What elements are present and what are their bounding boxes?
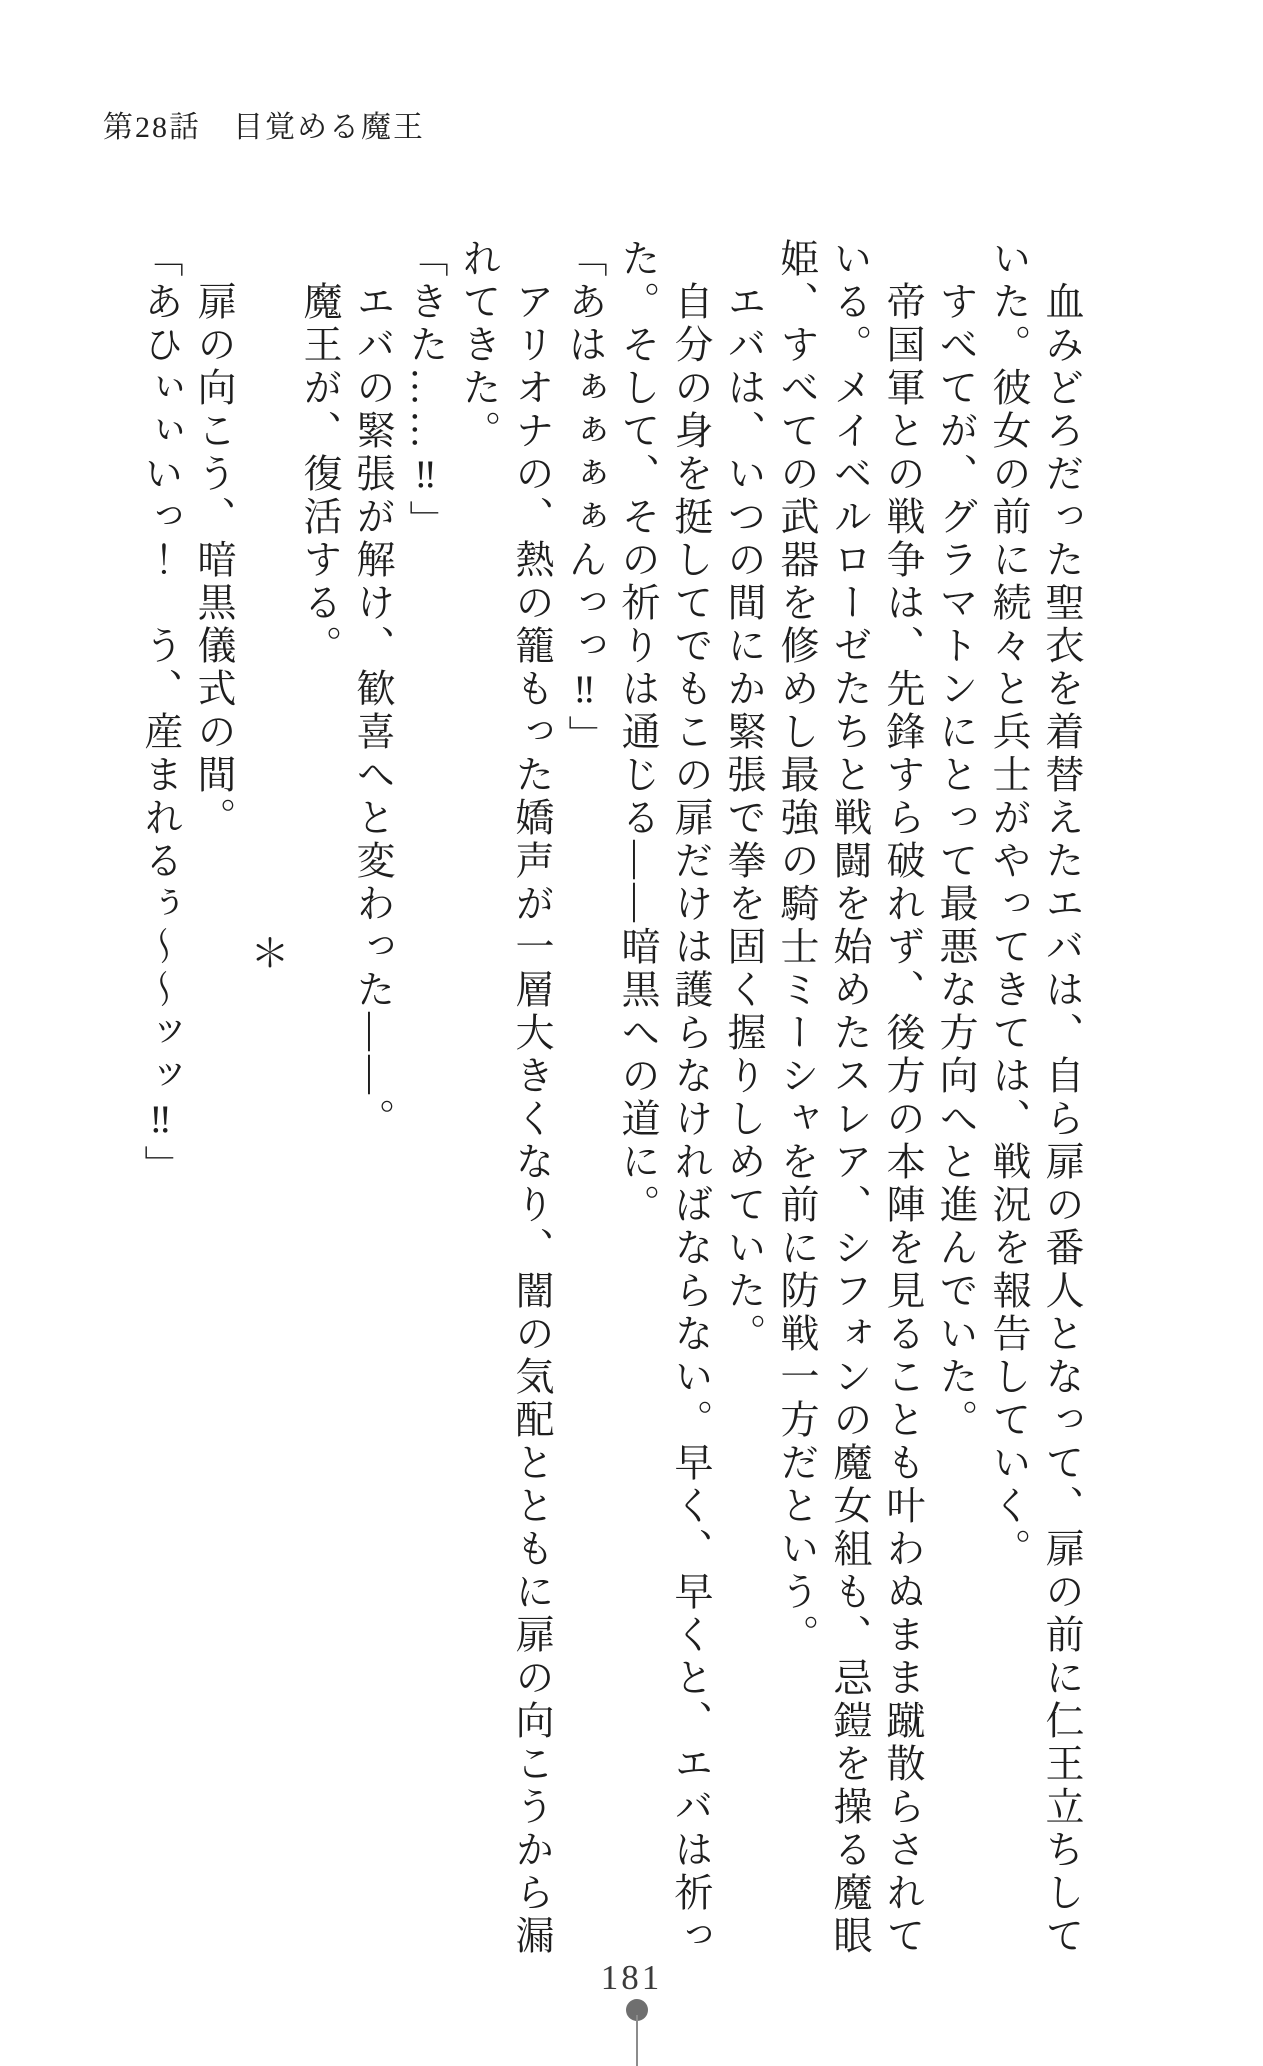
text-line: 扉の向こう、暗黒儀式の間。 [192, 281, 235, 840]
text-line: いた。彼女の前に続々と兵士がやってきては、戦況を報告していく。 [987, 238, 1030, 1571]
page-number: 181 [600, 1958, 663, 1997]
text-line: 帝国軍との戦争は、先鋒すら破れず、後方の本陣を見ることも叶わぬまま蹴散らされて [881, 281, 924, 1958]
text-line: エバは、いつの間にか緊張で拳を固く握りしめていた。 [722, 281, 765, 1356]
text-line: エバの緊張が解け、歓喜へと変わった――。 [351, 281, 394, 1141]
footer-line-ornament [636, 2015, 638, 2066]
text-line: 血みどろだった聖衣を着替えたエバは、自ら扉の番人となって、扉の前に仁王立ちして [1040, 281, 1083, 1958]
text-line: 「あひぃぃいっ！ う、産まれるぅ〜〜ッッ‼」 [139, 238, 182, 1188]
text-line: 自分の身を挺してでもこの扉だけは護らなければならない。早く、早くと、エバは祈っ [669, 281, 712, 1958]
text-line: 「きた……‼」 [404, 238, 447, 543]
text-line: れてきた。 [457, 238, 500, 453]
text-line: すべてが、グラマトンにとって最悪な方向へと進んでいた。 [934, 281, 977, 1442]
text-line: アリオナの、熱の籠もった嬌声が一層大きくなり、闇の気配とともに扉の向こうから漏 [510, 281, 553, 1958]
text-line: いる。メイベルローゼたちと戦闘を始めたスレア、シフォンの魔女組も、忌鎧を操る魔眼 [828, 238, 871, 1958]
separator-asterisk: ＊ [245, 933, 288, 976]
text-line: 姫、すべての武器を修めし最強の騎士ミーシャを前に防戦一方だという。 [775, 238, 818, 1657]
text-line: た。そして、その祈りは通じる――暗黒への道に。 [616, 238, 659, 1227]
text-line: 「あはぁぁぁぁんっっ‼」 [563, 238, 606, 758]
body-text [134, 238, 1088, 1962]
chapter-header: 第28話 目覚める魔王 [103, 111, 425, 144]
text-line: 魔王が、復活する。 [298, 281, 341, 668]
